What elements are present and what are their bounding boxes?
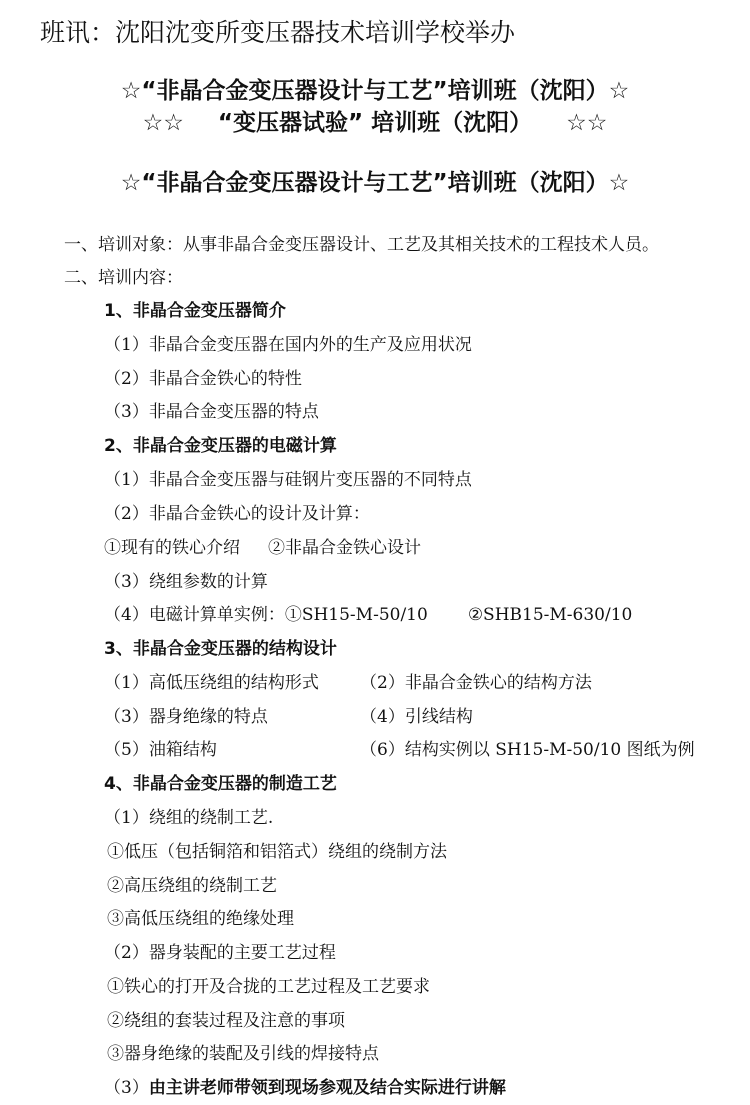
title-amorphous-course: ☆“非晶合金变压器设计与工艺”培训班（沈阳）☆	[120, 78, 630, 104]
list-item: （3）非晶合金变压器的特点	[104, 402, 319, 422]
title-transformer-test-course	[0, 112, 750, 135]
list-item-left: （1）高低压绕组的结构形式	[104, 673, 319, 693]
title-transformer-test-text: “变压器试验” 培训班（沈阳）	[217, 110, 533, 136]
part2-heading: 2、非晶合金变压器的电磁计算	[104, 436, 337, 456]
sub-item: ③高低压绕组的绝缘处理	[107, 909, 294, 929]
part1-heading: 1、非晶合金变压器简介	[104, 301, 286, 321]
part3-heading: 3、非晶合金变压器的结构设计	[104, 639, 337, 659]
section-title-amorphous-course: ☆“非晶合金变压器设计与工艺”培训班（沈阳）☆	[120, 170, 630, 196]
sub-item: ②非晶合金铁心设计	[268, 538, 421, 558]
stars-right: ☆☆	[566, 110, 608, 136]
sub-item: ③器身绝缘的装配及引线的焊接特点	[107, 1044, 379, 1064]
list-item: （1）非晶合金变压器在国内外的生产及应用状况	[104, 335, 472, 355]
list-item: （2）非晶合金铁心的特性	[104, 369, 302, 389]
list-item-left: （3）器身绝缘的特点	[104, 707, 268, 727]
part4-heading: 4、非晶合金变压器的制造工艺	[104, 774, 337, 794]
list-item: （2）非晶合金铁心的设计及计算：	[104, 504, 370, 524]
list-item-right: （6）结构实例以 SH15-M-50/10 图纸为例	[360, 740, 695, 760]
list-item	[104, 675, 724, 692]
sub-item: ①低压（包括铜箔和铝箔式）绕组的绕制方法	[107, 842, 447, 862]
list-item-bold-text: 由主讲老师带领到现场参观及结合实际进行讲解	[148, 1078, 506, 1098]
list-item-right: （2）非晶合金铁心的结构方法	[360, 673, 592, 693]
sub-item: ②绕组的套装过程及注意的事项	[107, 1011, 345, 1031]
calc-example-b: ②SHB15-M-630/10	[467, 605, 633, 625]
list-item: （3）绕组参数的计算	[104, 572, 268, 592]
list-item	[104, 709, 724, 726]
page-header: 班讯：沈阳沈变所变压器技术培训学校举办	[40, 18, 516, 47]
list-item	[104, 607, 632, 624]
sub-item: ②高压绕组的绕制工艺	[107, 876, 277, 896]
list-item	[104, 742, 724, 759]
list-item	[104, 1080, 506, 1097]
sub-item: ①铁心的打开及合拢的工艺过程及工艺要求	[107, 977, 430, 997]
list-item: （1）非晶合金变压器与硅钢片变压器的不同特点	[104, 470, 472, 490]
list-item-right: （4）引线结构	[360, 707, 473, 727]
stars-left: ☆☆	[142, 110, 184, 136]
list-item: （1）绕组的绕制工艺.	[104, 808, 274, 828]
training-target: 一、培训对象：从事非晶合金变压器设计、工艺及其相关技术的工程技术人员。	[64, 235, 659, 255]
training-content-heading: 二、培训内容：	[64, 268, 183, 288]
list-item: （2）器身装配的主要工艺过程	[104, 943, 336, 963]
calc-example-a: （4）电磁计算单实例：①SH15-M-50/10	[104, 605, 428, 625]
list-item	[104, 540, 421, 557]
list-item-number: （3）	[104, 1078, 149, 1098]
list-item-left: （5）油箱结构	[104, 740, 217, 760]
sub-item: ①现有的铁心介绍	[104, 538, 240, 558]
